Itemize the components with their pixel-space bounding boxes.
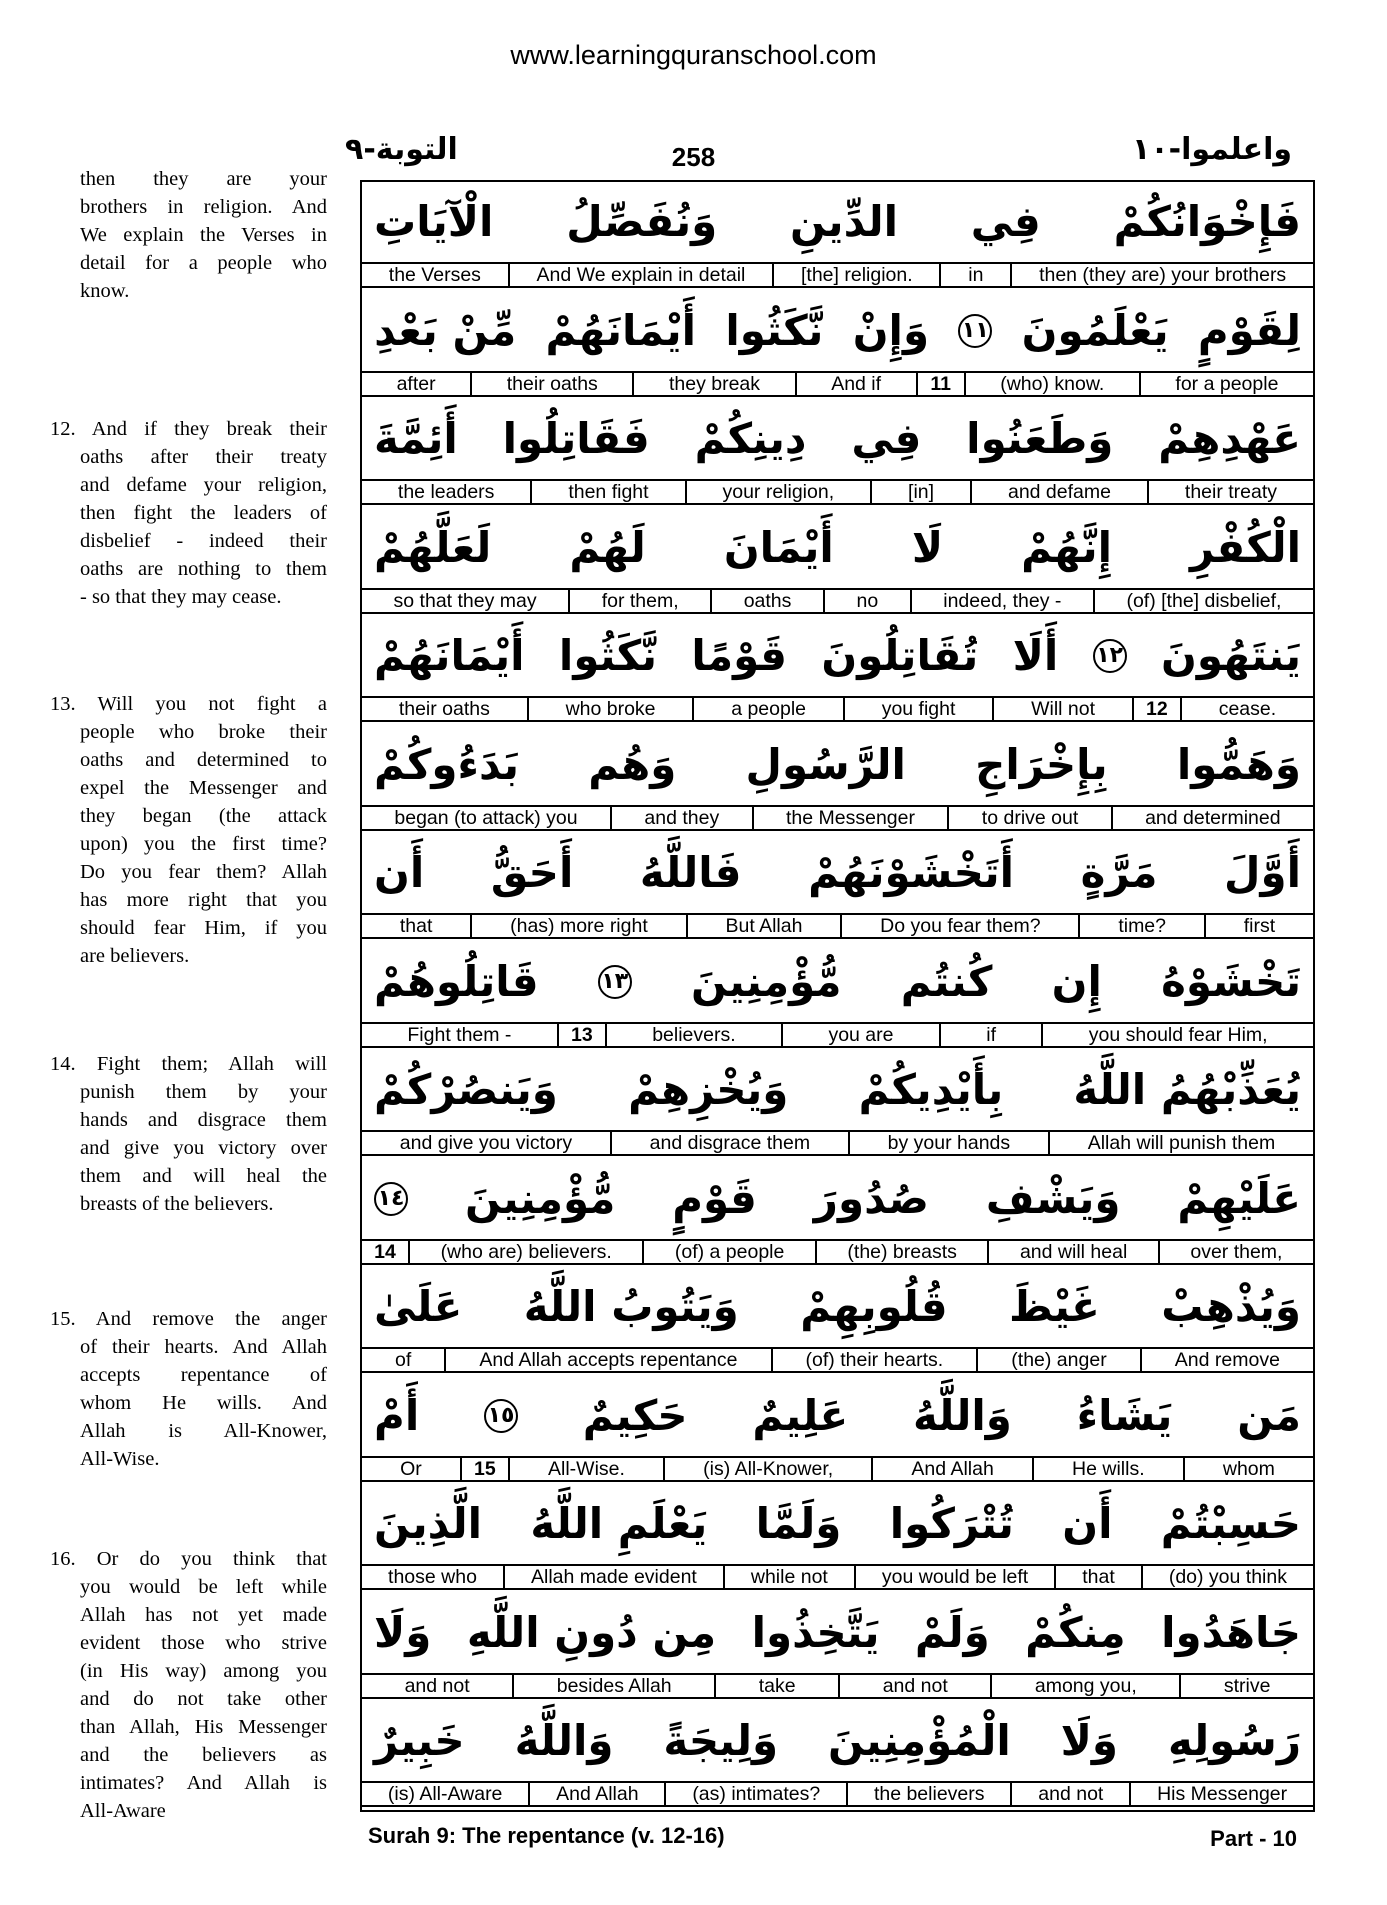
gloss-cell: no (823, 590, 910, 612)
verse-row (362, 725, 1313, 834)
arabic-word: وَيُذْهِبْ (1161, 1282, 1301, 1331)
translation-line: We explain the Verses in (80, 224, 327, 246)
arabic-word: يُعَذِّبْهُمُ اللَّهُ (1073, 1065, 1301, 1114)
arabic-word: وَإِنْ (852, 305, 930, 355)
gloss-cell: a people (692, 698, 843, 720)
gloss-cell: you would be left (854, 1566, 1054, 1588)
gloss-cell: strive (1179, 1675, 1313, 1697)
arabic-word: أَن (374, 848, 425, 897)
gloss-cell: (the) anger (976, 1349, 1140, 1371)
gloss-cell: (as) intimates? (664, 1783, 846, 1805)
gloss-cell: All-Wise. (508, 1458, 663, 1480)
gloss-cell: they break (632, 373, 794, 395)
arabic-line (362, 291, 1313, 371)
gloss-cell: their oaths (398, 698, 490, 720)
arabic-word: الرَّسُولِ (745, 739, 906, 789)
arabic-word: وَيَشْفِ (985, 1173, 1121, 1223)
translation-line: then fight the leaders of (80, 502, 327, 524)
translation-line: 16. Or do you think that (50, 1548, 327, 1570)
ayah-number-marker: ١٣ (598, 965, 632, 999)
gloss-cell: (the) breasts (815, 1241, 988, 1263)
arabic-line (362, 942, 1313, 1022)
arabic-word: وَيَتُوبُ اللَّهُ (523, 1282, 739, 1331)
translation-line: and defame your religion, (80, 474, 327, 496)
gloss-cell: And Allah (528, 1783, 664, 1805)
english-gloss-line (362, 805, 1313, 831)
gloss-cell: of (395, 1349, 412, 1371)
gloss-cell: then fight (530, 481, 684, 503)
english-gloss-line (362, 1564, 1313, 1590)
arabic-word: لِقَوْمٍ (1197, 305, 1301, 355)
ayah-number-cell: 13 (557, 1024, 605, 1046)
arabic-word: مِّنْ بَعْدِ (374, 305, 517, 355)
translation-line: All-Aware (80, 1800, 166, 1822)
arabic-word: قَوْمٍ (672, 1173, 757, 1223)
arabic-word: أَتَخْشَوْنَهُمْ (808, 848, 1015, 897)
surah-name-header: التوبة-٩ (345, 132, 458, 167)
arabic-word: لَا (911, 522, 944, 572)
arabic-word: أَيْمَانَهُمْ (545, 305, 697, 355)
translation-line: you would be left while (80, 1576, 327, 1598)
arabic-word: جَاهَدُوا (1161, 1607, 1301, 1657)
arabic-line (362, 399, 1313, 479)
translation-line: and the believers as (80, 1744, 327, 1766)
gloss-cell: to drive out (947, 807, 1110, 829)
arabic-word: الْآيَاتِ (374, 197, 494, 246)
page-number: 258 (671, 142, 716, 172)
arabic-word: عَهْدِهِمْ (1158, 414, 1301, 463)
gloss-cell: by your hands (848, 1132, 1048, 1154)
translation-line: All-Wise. (80, 1448, 160, 1470)
gloss-cell: believers. (605, 1024, 781, 1046)
arabic-word: فَإِخْوَانُكُمْ (1113, 197, 1301, 246)
gloss-cell: And We explain in detail (508, 264, 772, 286)
gloss-cell: you are (781, 1024, 939, 1046)
arabic-word: أَن (1062, 1499, 1113, 1548)
arabic-word: إِن (1051, 956, 1102, 1006)
translation-line: breasts of the believers. (80, 1193, 274, 1215)
gloss-cell: who broke (527, 698, 693, 720)
translation-line: 12. And if they break their (50, 418, 327, 440)
gloss-cell: Do you fear them? (840, 915, 1078, 937)
gloss-cell: for a people (1139, 373, 1313, 395)
translation-line: Do you fear them? Allah (80, 861, 327, 883)
arabic-word: عَلِيمٌ (752, 1390, 849, 1440)
gloss-cell: and will heal (987, 1241, 1157, 1263)
english-gloss-line (362, 1673, 1313, 1699)
gloss-cell: And Allah accepts repentance (444, 1349, 770, 1371)
arabic-word: مِن دُونِ اللَّهِ (466, 1607, 717, 1657)
arabic-word: إِنَّهُمْ (1021, 522, 1112, 572)
translation-line: then they are your (80, 168, 327, 190)
gloss-cell: and give you victory (399, 1132, 573, 1154)
translation-paragraph (50, 165, 327, 305)
arabic-word: الْكُفْرِ (1190, 522, 1301, 572)
arabic-word: حَسِبْتُمْ (1160, 1499, 1301, 1548)
arabic-word: الَّذِينَ (374, 1499, 483, 1548)
gloss-cell: and not (1010, 1783, 1129, 1805)
translation-line: brothers in religion. And (80, 196, 327, 218)
gloss-cell: the leaders (397, 481, 495, 503)
arabic-word: حَكِيمٌ (582, 1390, 688, 1440)
translation-line: whom He wills. And (80, 1392, 327, 1414)
arabic-word: غَيْظَ (1009, 1282, 1100, 1331)
arabic-word: عَلَيْهِمْ (1177, 1173, 1301, 1223)
arabic-word: يَعْلَمُونَ (1021, 305, 1169, 355)
verse-row (362, 942, 1313, 1051)
verse-row (362, 1701, 1313, 1810)
gloss-cell: cease. (1180, 698, 1313, 720)
translation-line: they began (the attack (80, 805, 327, 827)
translation-line: know. (80, 280, 130, 302)
arabic-word: خَبِيرٌ (374, 1716, 465, 1765)
arabic-word: مِنكُمْ (1025, 1607, 1126, 1657)
gloss-cell: among you, (990, 1675, 1179, 1697)
site-url: www.learningquranschool.com (510, 40, 877, 70)
gloss-cell: besides Allah (512, 1675, 714, 1697)
gloss-cell: began (to attack) you (394, 806, 578, 829)
arabic-word: قَاتِلُوهُمْ (374, 956, 539, 1006)
gloss-cell: (do) you think (1141, 1566, 1313, 1588)
arabic-word: وَاللَّهُ (514, 1716, 614, 1765)
translation-line: Allah is All-Knower, (80, 1420, 327, 1442)
arabic-word: أَوَّلَ (1224, 848, 1301, 897)
english-gloss-line (362, 1239, 1313, 1265)
gloss-cell: [the] religion. (772, 264, 939, 286)
arabic-word: أَحَقُّ (490, 848, 574, 897)
arabic-word: تُقَاتِلُونَ (821, 631, 979, 680)
arabic-word: أَيْمَانَ (723, 522, 834, 572)
gloss-cell: But Allah (686, 915, 841, 937)
verse-row (362, 1593, 1313, 1702)
translation-line: accepts repentance of (80, 1364, 327, 1386)
arabic-line (362, 1267, 1313, 1347)
gloss-cell: the Messenger (752, 807, 948, 829)
translation-line: intimates? And Allah is (80, 1772, 327, 1794)
arabic-word: وَاللَّهُ (913, 1390, 1012, 1440)
arabic-word: بِإِخْرَاجِ (975, 739, 1108, 789)
gloss-cell: (of) their hearts. (771, 1349, 977, 1371)
arabic-word: وَهُم (588, 739, 677, 789)
arabic-word: مُّؤْمِنِينَ (464, 1173, 616, 1223)
arabic-word: لَعَلَّهُمْ (374, 522, 492, 572)
gloss-cell: Will not (992, 698, 1132, 720)
gloss-cell: so that they may (393, 589, 537, 612)
arabic-word: أَئِمَّةَ (374, 414, 458, 463)
verse-row (362, 399, 1313, 508)
gloss-cell: their oaths (470, 373, 632, 395)
gloss-cell: (of) [the] disbelief, (1093, 590, 1313, 612)
arabic-word: وَلَا (1060, 1716, 1119, 1765)
footer-surah-info: Surah 9: The repentance (v. 12-16) (368, 1823, 725, 1848)
arabic-word: يَنتَهُونَ (1161, 631, 1301, 680)
translation-line: oaths and determined to (80, 749, 327, 771)
ayah-number-cell: 15 (460, 1458, 508, 1480)
translation-line: and give you victory over (80, 1137, 327, 1159)
gloss-cell: while not (723, 1566, 854, 1588)
gloss-cell: (who are) believers. (408, 1241, 642, 1263)
gloss-cell: He wills. (1032, 1458, 1183, 1480)
english-gloss-line (362, 262, 1313, 288)
english-gloss-line (362, 696, 1313, 722)
arabic-word: فِي (970, 197, 1041, 246)
english-gloss-line (362, 913, 1313, 939)
verse-row (362, 616, 1313, 725)
arabic-word: بَدَءُوكُمْ (374, 739, 520, 789)
arabic-word: الْمُؤْمِنِينَ (828, 1716, 1011, 1765)
english-gloss-line (362, 1781, 1313, 1807)
english-gloss-line (362, 1022, 1313, 1048)
translation-line: 13. Will you not fight a (50, 693, 327, 715)
translation-line: (in His way) among you (80, 1660, 327, 1682)
arabic-word: مَرَّةٍ (1080, 848, 1158, 897)
gloss-cell: first (1204, 915, 1313, 937)
arabic-word: يَعْلَمِ اللَّهُ (530, 1499, 708, 1548)
arabic-line (362, 1159, 1313, 1239)
arabic-word: تُتْرَكُوا (889, 1499, 1014, 1548)
arabic-line (362, 182, 1313, 262)
gloss-cell: Allah made evident (503, 1566, 723, 1588)
arabic-word: مَن (1237, 1390, 1301, 1440)
arabic-word: يَتَّخِذُوا (751, 1607, 880, 1657)
translation-line: oaths are nothing to them (80, 558, 327, 580)
arabic-word: وَطَعَنُوا (966, 414, 1114, 463)
translation-line: them and will heal the (80, 1165, 327, 1187)
arabic-word: مُّؤْمِنِينَ (691, 956, 842, 1006)
gloss-cell: [in] (870, 481, 970, 503)
translation-line: hands and disgrace them (80, 1109, 327, 1131)
translation-paragraph (50, 1050, 327, 1218)
translation-line: and do not take other (80, 1688, 327, 1710)
juz-name-header: واعلموا-١٠ (1132, 132, 1292, 167)
verse-row (362, 1050, 1313, 1159)
ayah-number-cell: 14 (374, 1240, 396, 1263)
arabic-word: نَّكَثُوا (725, 305, 824, 355)
gloss-cell: time? (1078, 915, 1203, 937)
gloss-cell: (is) All-Knower, (663, 1458, 871, 1480)
verse-row (362, 291, 1313, 400)
translation-line: has more right that you (80, 889, 327, 911)
gloss-cell: if (939, 1024, 1042, 1046)
arabic-line (362, 616, 1313, 696)
translation-paragraph (50, 1305, 327, 1473)
gloss-cell: and disgrace them (610, 1132, 848, 1154)
gloss-cell: Or (400, 1457, 422, 1480)
ayah-number-cell: 11 (916, 373, 964, 395)
arabic-word: أَيْمَانَهُمْ (374, 631, 525, 680)
arabic-word: دِينِكُمْ (694, 414, 807, 463)
gloss-cell: And remove (1140, 1349, 1313, 1371)
translation-line: 14. Fight them; Allah will (50, 1053, 327, 1075)
footer-part: Part - 10 (1210, 1826, 1297, 1851)
ayah-number-cell: 12 (1132, 698, 1180, 720)
gloss-cell: over them, (1158, 1241, 1313, 1263)
gloss-cell: for them, (568, 590, 710, 612)
arabic-word: تَخْشَوْهُ (1161, 956, 1301, 1006)
gloss-cell: (has) more right (470, 915, 685, 937)
gloss-cell: then (they are) your brothers (1010, 264, 1313, 286)
gloss-cell: and defame (970, 481, 1147, 503)
gloss-cell: you fight (843, 698, 992, 720)
gloss-cell: (of) a people (642, 1241, 815, 1263)
arabic-word: وَلَمْ (914, 1607, 990, 1657)
arabic-word: فِي (851, 414, 922, 463)
english-gloss-line (362, 1456, 1313, 1482)
gloss-cell: and determined (1111, 807, 1313, 829)
arabic-word: وَنُفَصِّلُ (566, 197, 718, 246)
ayah-number-marker: ١٥ (484, 1399, 518, 1433)
translation-paragraph (50, 690, 327, 970)
translation-line: expel the Messenger and (80, 777, 327, 799)
gloss-cell: and not (404, 1674, 470, 1697)
arabic-word: بِأَيْدِيكُمْ (858, 1065, 1004, 1114)
translation-line: people who broke their (80, 721, 327, 743)
translation-line: - so that they may cease. (80, 586, 282, 608)
arabic-line (362, 725, 1313, 805)
arabic-word: وَلَا (374, 1607, 432, 1657)
arabic-word: وَيَنصُرْكُمْ (374, 1065, 558, 1114)
arabic-word: لَهُمْ (569, 522, 646, 572)
english-gloss-line (362, 1347, 1313, 1373)
english-gloss-line (362, 479, 1313, 505)
gloss-cell: (is) All-Aware (387, 1783, 503, 1805)
verse-row (362, 182, 1313, 291)
verse-row (362, 1484, 1313, 1593)
translation-line: detail for a people who (80, 252, 327, 274)
gloss-cell: whom (1183, 1458, 1313, 1480)
translation-line: of their hearts. And Allah (80, 1336, 327, 1358)
gloss-cell: the Verses (388, 264, 481, 286)
gloss-cell: take (714, 1675, 838, 1697)
arabic-word: الدِّينِ (790, 197, 898, 246)
verse-row (362, 1376, 1313, 1485)
arabic-line (362, 1376, 1313, 1456)
ayah-number-marker: ١١ (958, 314, 992, 348)
translation-line: punish them by your (80, 1081, 327, 1103)
arabic-word: كُنتُم (900, 956, 993, 1006)
verse-row (362, 1267, 1313, 1376)
translation-line: disbelief - indeed their (80, 530, 327, 552)
arabic-word: وَيُخْزِهِمْ (628, 1065, 789, 1114)
gloss-cell: you should fear Him, (1041, 1024, 1313, 1046)
gloss-cell: indeed, they - (910, 590, 1093, 612)
gloss-cell: those who (388, 1566, 477, 1588)
arabic-line (362, 1701, 1313, 1781)
word-by-word-grid (360, 180, 1315, 1812)
translation-line: evident those who strive (80, 1632, 327, 1654)
arabic-word: فَاللَّهُ (639, 848, 742, 897)
arabic-word: وَلِيجَةً (663, 1716, 779, 1765)
gloss-cell: and they (610, 807, 752, 829)
arabic-word: نَّكَثُوا (558, 631, 657, 680)
english-gloss-line (362, 588, 1313, 614)
arabic-word: رَسُولِهِ (1167, 1716, 1301, 1765)
arabic-word: صُدُورَ (813, 1173, 929, 1223)
gloss-cell: And if (795, 373, 916, 395)
arabic-word: وَهَمُّوا (1176, 739, 1301, 789)
verse-row (362, 833, 1313, 942)
gloss-cell: your religion, (685, 481, 871, 503)
gloss-cell: Fight them - (407, 1023, 512, 1046)
gloss-cell: and not (838, 1675, 990, 1697)
arabic-line (362, 1050, 1313, 1130)
english-gloss-line (362, 1130, 1313, 1156)
gloss-cell: the believers (846, 1783, 1010, 1805)
gloss-cell: Allah will punish them (1048, 1132, 1313, 1154)
gloss-cell: oaths (710, 590, 823, 612)
translation-paragraph (50, 415, 327, 611)
arabic-line (362, 508, 1313, 588)
arabic-word: قَوْمًا (691, 631, 787, 680)
ayah-number-marker: ١٤ (374, 1182, 408, 1216)
gloss-cell: that (399, 915, 433, 937)
arabic-line (362, 1593, 1313, 1673)
arabic-word: وَلَمَّا (755, 1499, 842, 1548)
arabic-word: يَشَاءُ (1076, 1390, 1173, 1440)
arabic-word: قُلُوبِهِمْ (800, 1282, 948, 1331)
gloss-cell: (who) know. (964, 373, 1139, 395)
gloss-cell: His Messenger (1129, 1783, 1313, 1805)
verse-row (362, 1159, 1313, 1268)
translation-line: should fear Him, if you (80, 917, 327, 939)
translation-line: oaths after their treaty (80, 446, 327, 468)
translation-line: Allah has not yet made (80, 1604, 327, 1626)
gloss-cell: in (939, 264, 1010, 286)
arabic-line (362, 1484, 1313, 1564)
gloss-cell: And Allah (871, 1458, 1032, 1480)
translation-line: than Allah, His Messenger (80, 1716, 327, 1738)
gloss-cell: their treaty (1147, 481, 1313, 503)
arabic-word: أَلَا (1012, 631, 1059, 680)
arabic-line (362, 833, 1313, 913)
english-gloss-line (362, 371, 1313, 397)
ayah-number-marker: ١٢ (1093, 639, 1127, 673)
arabic-word: عَلَىٰ (374, 1282, 463, 1331)
gloss-cell: after (396, 372, 436, 395)
arabic-word: فَقَاتِلُوا (502, 414, 650, 463)
translation-line: upon) you the first time? (80, 833, 327, 855)
translation-paragraph (50, 1545, 327, 1825)
arabic-word: أَمْ (374, 1390, 420, 1440)
gloss-cell: that (1054, 1566, 1141, 1588)
verse-row (362, 508, 1313, 617)
translation-line: are believers. (80, 945, 190, 967)
translation-line: 15. And remove the anger (50, 1308, 327, 1330)
